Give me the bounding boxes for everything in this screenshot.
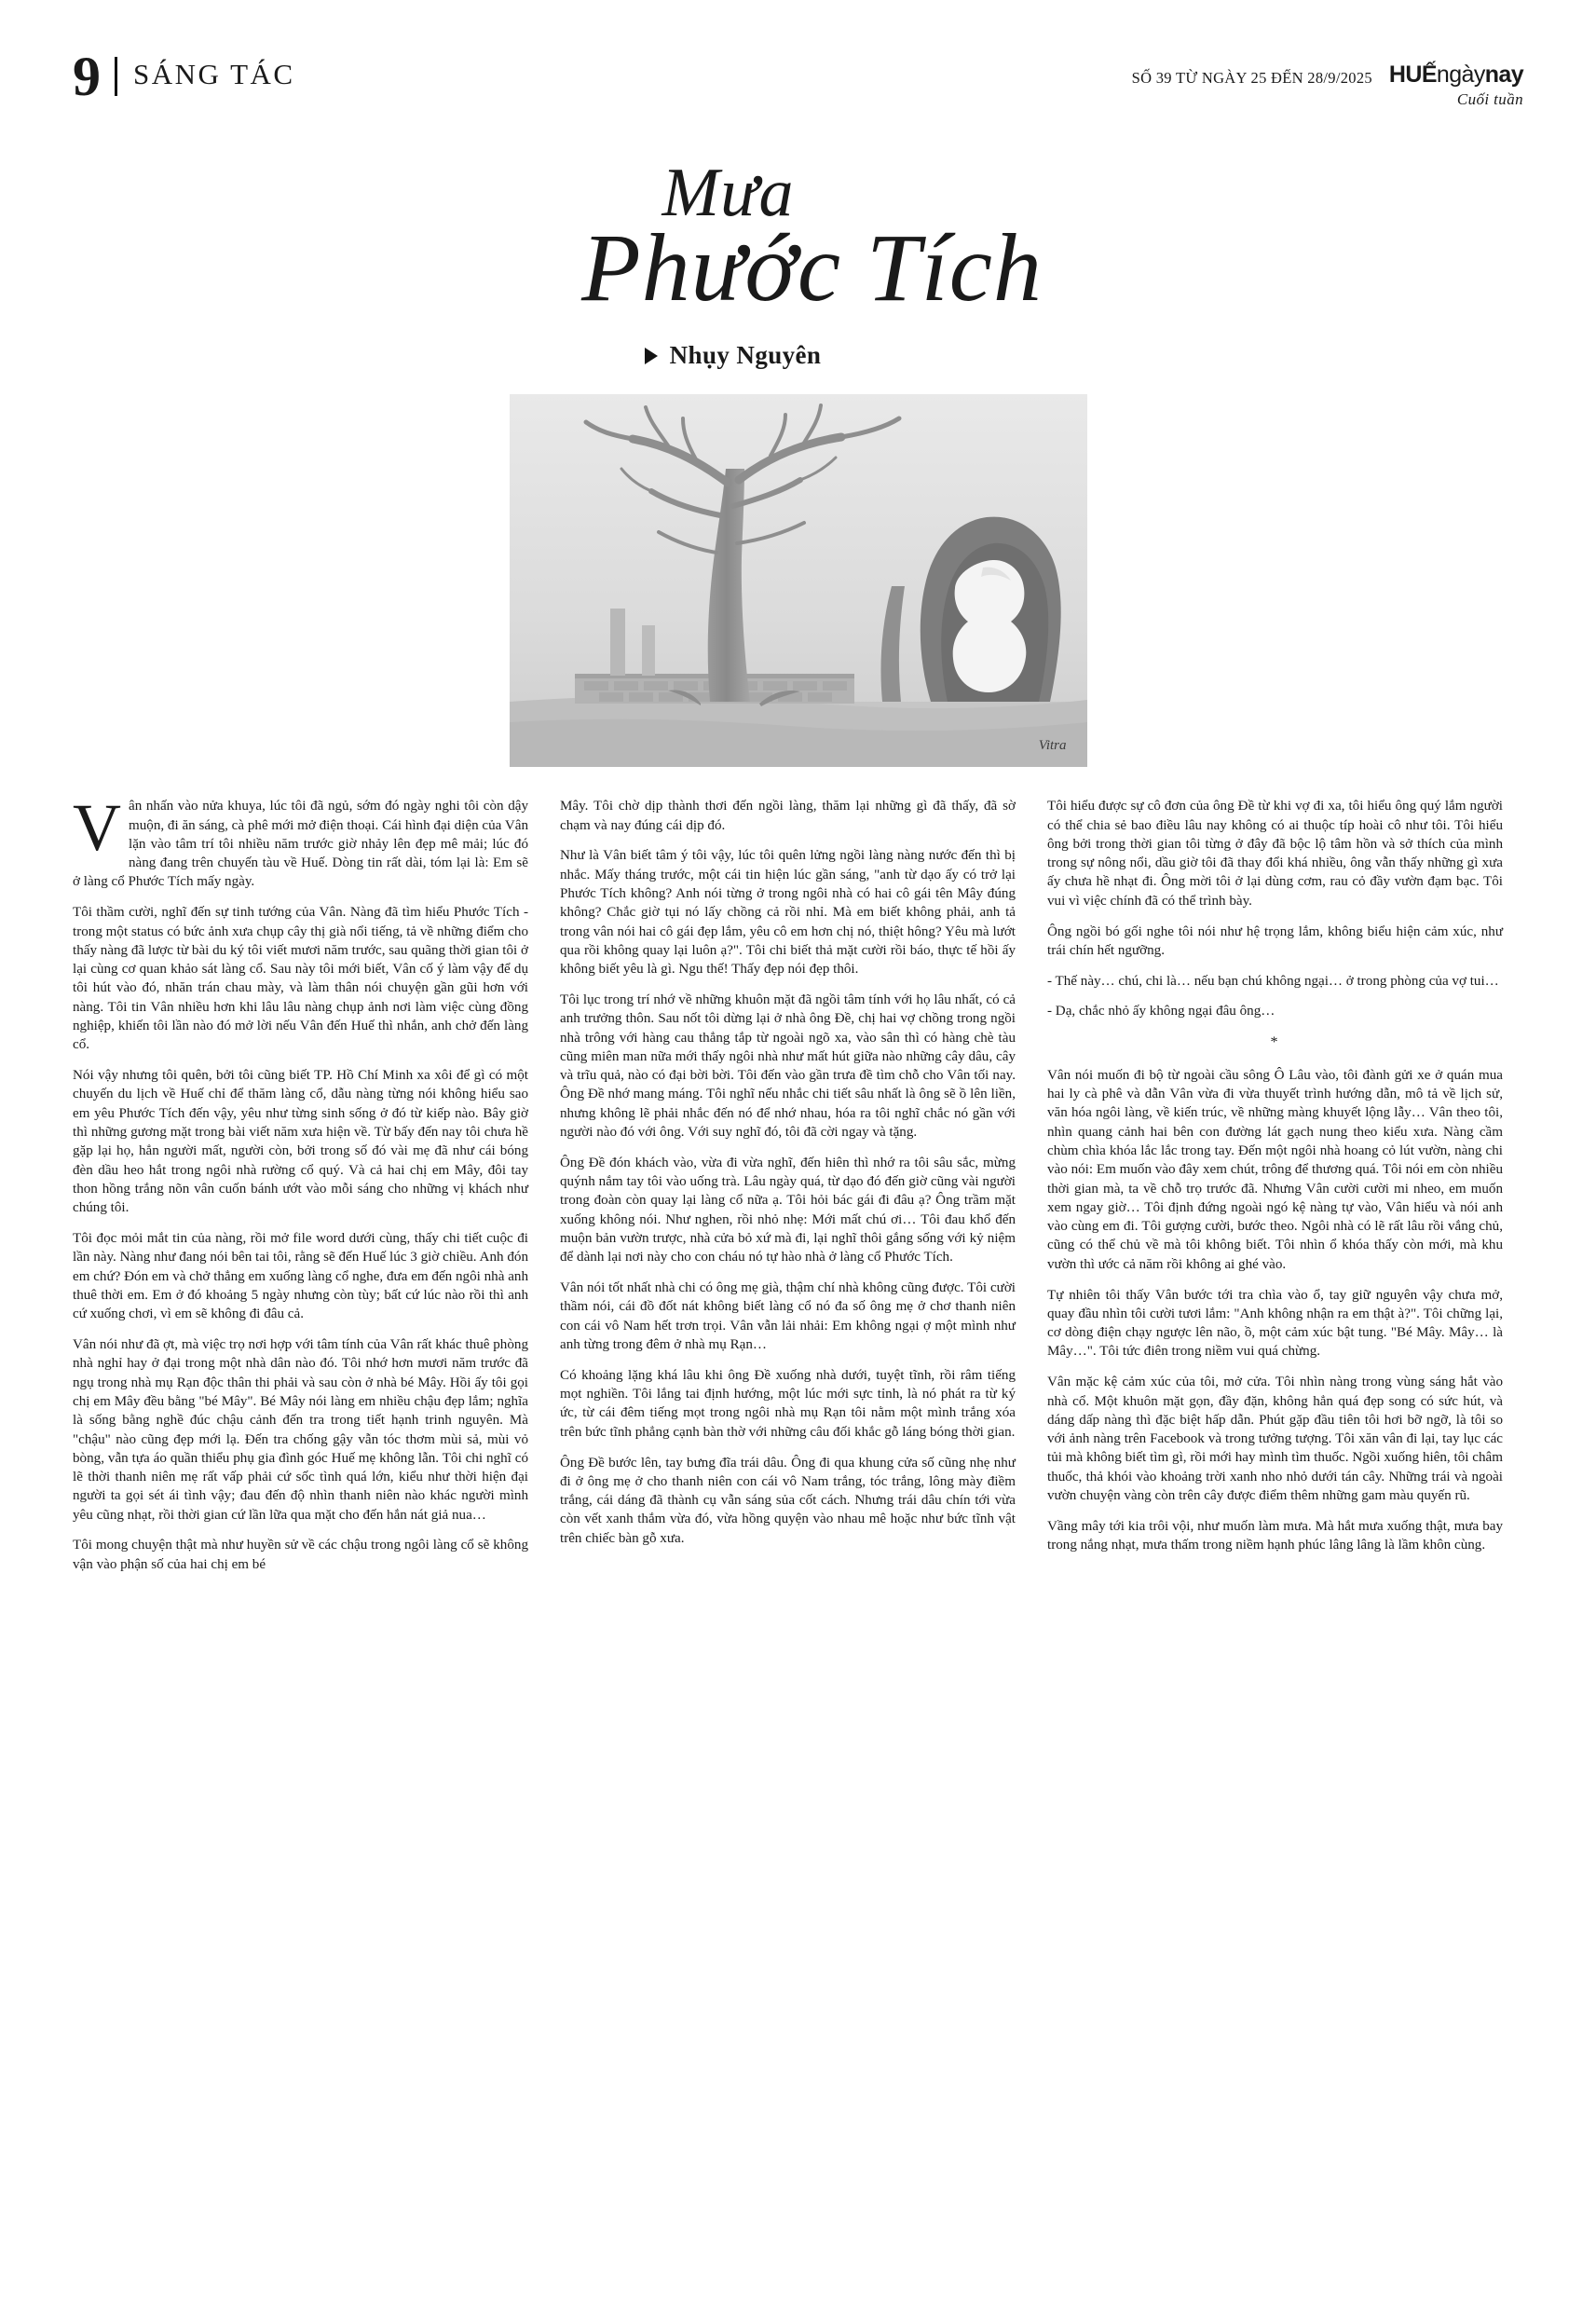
column-2 bbox=[560, 797, 1016, 1973]
paragraph: - Thế này… chú, chi là… nếu bạn chú không ngại… ở trong phòng của vợ tui… bbox=[1047, 973, 1499, 989]
paragraph: - Dạ, chắc nhỏ ấy không ngại đâu ông… bbox=[1047, 1004, 1275, 1019]
section-title: SÁNG TÁC bbox=[133, 58, 295, 90]
page-number: 9 bbox=[73, 46, 100, 107]
paragraph: Vân nói muốn đi bộ từ ngoài cầu sông Ô Lâu vào, tôi đành gửi xe ở quán mua hai ly cà phê và dẫn Vân vừa đi vừa thuyết trình hướng dẫn, mô tả về lịch sử, văn hóa ngôi làng, về kiến trúc, về những màng khuyết lộng lẫy… Vân theo tôi, nhìn quang cảnh hai bên con đường lát gạch nung theo kiểu xưa. Nàng cầm chùm chìa khóa lắc lắc trong tay. Đến một ngôi nhà hoang cỏ lút vườn, nàng chi vào nói: Em muốn vào đây xem chút, trông để thương quá. Tôi nói em còn nhiều thời gian mà, ta về chỗ trọ trước đã. Nhưng Vân cười cười mi nheo, em muốn xem ngay giờ… Tôi định đứng ngoài ngó kệ nàng tự vào, Vân hiểu và nói anh vào cùng em đi. Tôi gượng cười, bước theo. Ngôi nhà có lẽ rất lâu rồi vắng chủ, cũng có thể chủ về mà tôi không biết. Tôi nhìn ổ khóa thấy còn mới, mà khu vườn thì ước cả năm rồi không ai ghé vào. bbox=[1047, 1067, 1503, 1272]
brand-part-1: HUẾ bbox=[1388, 62, 1437, 88]
masthead-left bbox=[73, 46, 295, 107]
publication-logo bbox=[1389, 63, 1523, 107]
brand-part-3: nay bbox=[1484, 62, 1523, 88]
paragraph: Ông Đề bước lên, tay bưng đĩa trái dâu. Ông đi qua khung cửa số cũng nhẹ như đi ở ông mẹ ở cho thanh niên con cái vô Nam trắng, tóc trắng, lông mày điềm trắng, cái dáng đã thành cụ vẫn sáng sủa cốt cách. Nhưng trái dâu chín tới vừa còn vết xanh thắm vừa đó, vừa hồng quyện vào nhau mê hoặc như bức tĩnh vật trên chiếc bàn gỗ xưa. bbox=[560, 1455, 1016, 1546]
paragraph-text: ân nhấn vào nửa khuya, lúc tôi đã ngủ, sớm đó ngày nghi tôi còn dậy muộn, đi ăn sáng, cà phê mới mở điện thoại. Cái hình đại diện của Vân lặn vào tâm trí tôi nhiều năm trước giờ nhảy lên đẹp mê mải; lúc đó nàng đang trên chuyến tàu về Huế. Dòng tin rất dài, tóm lại là: Em sẽ ở làng cổ Phước Tích mấy ngày. bbox=[73, 799, 528, 890]
paragraph: Tự nhiên tôi thấy Vân bước tới tra chìa vào ổ, tay giữ nguyên vậy chưa mở, quay đầu nhìn tôi cười tươi lắm: "Anh không nhận ra em thật à?". Tôi chững lại, cơ dòng điện chạy ngược lên não, ồ, một cảm xúc bật tung. "Bé Mây. Mây… là Mây…". Tôi tức điên trong niềm vui quá chừng. bbox=[1047, 1287, 1503, 1360]
column-3 bbox=[1047, 797, 1503, 1973]
masthead bbox=[73, 0, 1523, 129]
brand-name bbox=[1389, 63, 1523, 87]
paragraph: Ông Đề đón khách vào, vừa đi vừa nghĩ, đến hiên thì nhớ ra tôi sâu sắc, mừng quýnh nắm tay tôi vào uống trà. Lâu ngày quá, từ dạo đó đến giờ cũng vài người trong đoàn còn quay lại làng cổ nữa ạ. Tôi hỏi bác gái đi đâu ạ? Ông trầm mặt xuống không nói. Như nghen, rồi nhỏ nhẹ: Mới mất chú ơi… Tôi đau khổ đến muộn bản vườn trược, nhà cửa bỏ xứ mà đi, lại nghĩ thôi gắng sống với kỷ niệm để dành lại nơi này cho con cháu nó tự hào nhà ở làng cổ Phước Tích. bbox=[560, 1155, 1016, 1265]
column-1 bbox=[73, 790, 528, 1973]
artist-signature: Vitra bbox=[1038, 738, 1067, 754]
author-name: Nhụy Nguyên bbox=[669, 341, 822, 370]
paragraph: Vân nói như đã ợt, mà việc trọ nơi hợp với tâm tính của Vân rất khác thuê phòng nhà nghỉ hay ở đại trong một nhà dân nào đó. Tôi nhớ hơn mươi năm trước đã ngụ trong nhà mụ Rạn độc thân thi phải và sau còn ở nhà bé Mây. Hồi ấy tôi gọi chị em Mây đều bằng "bé Mây". Bé Mây nói làng em nhiều chậu đẹp lắm; nghĩa là sống bằng nghề đúc chậu cảnh đến tra trong tiết hạnh trinh nguyên. Mà "chậu" nào cũng đẹp mới lạ. Đến tra chống gậy vẫn tóc thơm mùi sả, mùi vỏ bòng, vẫn tựa áo quần thiểu phụ gia đình góc Huế mẹ không lẫn. Tôi chi nghĩ có lẽ thời thanh niên mẹ rất vấp phải cứ sốc tình quá lớn, kiểu như thời hiện đại người ta gọi sét ái tình vậy; đau đến độ nhìn thanh niên nào khác người mình yêu cũng nhạt, rồi thời gian cứ lần lữa qua mặt cho đến hắn nát giả nua… bbox=[73, 1337, 528, 1523]
brand-part-2: ngày bbox=[1436, 62, 1485, 88]
masthead-divider bbox=[115, 57, 117, 96]
article-body bbox=[73, 790, 1523, 1973]
paragraph: Ông ngồi bó gối nghe tôi nói như hệ trọng lắm, không biểu hiện cảm xúc, như trái chín hết ngưỡng. bbox=[1047, 923, 1503, 958]
paragraph: Tôi hiểu được sự cô đơn của ông Đề từ khi vợ đi xa, tôi hiểu ông quý lắm người có thể chia sẻ bao điều lâu nay không có ai thuộc típ hoài cô như tôi. Tôi hiểu ông bởi trong thời gian tôi từng ở đây đã bộc lộ tâm hồn và sở thích của mình trong sự nông nổi, dầu giờ tôi đã thay đổi khá nhiều, ông vẫn thấy những gì xưa ấy chưa hề nhạt đi. Ông mời tôi ở lại dùng cơm, rau cỏ đầy vườn đạm bạc. Tôi vui vì việc chính đã có thể trình bày. bbox=[1047, 799, 1503, 909]
paragraph: Có khoảng lặng khá lâu khi ông Đề xuống nhà dưới, tuyệt tĩnh, rồi râm tiếng mọt nghiền. Tôi lắng tai định hướng, một lúc mới sực tỉnh, là nó phát ra từ ký ức, từ cái đêm tiếng mọt trong ngôi nhà mụ Rạn tôi nằm một mình trắng xóa trên bức tĩnh phẳng cạnh bàn thờ với những câu đối khắc gỗ láng bóng thời gian. bbox=[560, 1367, 1016, 1440]
paragraph: Vân nói tốt nhất nhà chi có ông mẹ già, thậm chí nhà không cũng được. Tôi cười thầm nói, cái đồ đốt nát không biết làng cổ nó đa số ông mẹ ở chơ thanh niên con cái vô Nam hết trơn trọi. Vân vẫn lải nhải: Em không ngại ợ một mình như anh từng trong đêm ở nhà mụ Rạn… bbox=[560, 1280, 1016, 1353]
paragraph: Tôi thầm cười, nghĩ đến sự tinh tướng của Vân. Nàng đã tìm hiểu Phước Tích - trong một status có bức ảnh xưa chụp cây thị già nổi tiếng, tả về những điểm cho thấy nàng đã lược từ bài du ký tôi viết mươi năm trước, sau quãng thời gian tôi ở lại cùng cơ quan khảo sát làng cổ. Sau này tôi mới biết, Vân cố ý làm vậy để dụ tôi hút vào đó, nhăn trán chau mày, và làm thân nói chuyện gần gũi hơn với nàng. Tôi tin Vân nhiều hơn khi lâu lâu nàng chụp ảnh nơi làm việc cùng đồng nghiệp, khiến tôi lần nào đó mở lời nếu Vân đến Huế thì nhắn, anh chở đến làng cổ. bbox=[73, 905, 528, 1053]
illustration-artwork bbox=[510, 394, 1087, 767]
masthead-right bbox=[1132, 48, 1523, 107]
paragraph: Nói vậy nhưng tôi quên, bởi tôi cũng biết TP. Hồ Chí Minh xa xôi để gì có một chuyến du lịch về Huế chỉ để thăm làng cổ, dẫu nàng từng nói không hiểu sao em yêu Phước Tích đến vậy, yêu như từng sinh sống ở đó từ kiếp nào. Bây giờ thì những gương mặt trong bài viết năm xưa hiện về. Từ bấy đến nay tôi chưa hề gặp lại họ, hẳn người mất, người còn, bởi trong số đó vài mẹ đã như cái bóng đèn dầu heo hắt trong ngôi nhà rường cổ quý. Và cả hai chị em Mây, đôi tay thon hồng trắng nõn vân cuốn bánh ướt vào mỗi sáng cho những vị khách như chúng tôi. bbox=[73, 1068, 528, 1216]
paragraph: Tôi lục trong trí nhớ về những khuôn mặt đã ngồi tâm tính với họ lâu nhất, có cả anh trưởng thôn. Sau nốt tôi dừng lại ở nhà ông Đề, chị hai vợ chồng trong ngồi nhà trông với hàng cau thẳng tắp từ ngoài ngõ xa, vào sân thì có hàng chè tàu cũng miên man nữa mới thấy ngôi nhà như mất hút giữa nào những cây dâu, cây và trĩu quả, nào có đại bời bời. Tôi đến vào gần trưa đề tìm chỗ cho Vân tối nay. Ông Đề nhớ mang máng. Tôi nghĩ nếu nhắc chi tiết sâu nhất là ông sẽ ồ lên liền, nhưng không lẽ phải nhắc đến nó để nhớ nhau, hóa ra tôi nghĩ chắc nó gần với người nào đó với ông. Với suy nghĩ đó, tôi đã cời ngay và tặng. bbox=[560, 992, 1016, 1141]
article-title-line-1: Mưa bbox=[662, 155, 795, 231]
triangle-bullet-icon bbox=[645, 348, 658, 364]
paragraph: Tôi mong chuyện thật mà như huyền sử về các chậu trong ngôi làng cổ sẽ không vận vào phận số của hai chị em bé bbox=[73, 1538, 528, 1572]
paragraph: Vân mặc kệ cảm xúc của tôi, mở cửa. Tôi nhìn nàng trong vùng sáng hắt vào nhà cổ. Một khuôn mặt gọn, đầy đặn, không hẳn quá đẹp song có sức hút, và dáng dấp nàng thì đặc biệt hấp dẫn. Phút gặp đầu tiên tôi hơi bỡ ngỡ, là tôi so với ảnh nàng trên Facebook và trong tưởng tượng. Tôi xăn vân đi lại, tay lục các tủi mà không biết tìm gì, rồi mới hay mình tìm thuốc. Ngồi xuống hiên, tôi châm thuốc, thả khói vào khoảng trời xanh nho nhỏ dưới tán cây. Những trái và ngoài vườn chuyện vàng còn trên cây được điểm thêm những gam màu quyến rũ. bbox=[1047, 1375, 1503, 1504]
paragraph bbox=[73, 790, 528, 891]
article-title-block bbox=[73, 155, 1523, 370]
paragraph: Tôi đọc mỏi mắt tin của nàng, rồi mở file word dưới cùng, thấy chi tiết cuộc đi lần này. Nàng như đang nói bên tai tôi, rằng sẽ đến Huế lúc 3 giờ chiều. Anh đón em chứ? Đón em và chở thẳng em xuống làng cổ nghe, đưa em đến ngôi nhà anh thuê thời em. Em ở đó khoảng 5 ngày nhưng còn tùy; bất cứ lúc nào rồi thì anh cứ xuống chơi, vì em sẽ không đi đâu cả. bbox=[73, 1231, 528, 1322]
paragraph: Vầng mây tới kia trôi vội, như muốn làm mưa. Mà hắt mưa xuống thật, mưa bay trong nắng nhạt, mưa thấm trong niềm hạnh phúc lâng lâng là lầm khôn cùng. bbox=[1047, 1518, 1503, 1553]
section-separator: * bbox=[1270, 1034, 1280, 1051]
issue-info: SỐ 39 TỪ NGÀY 25 ĐẾN 28/9/2025 bbox=[1131, 69, 1372, 87]
brand-subtitle: Cuối tuần bbox=[1456, 90, 1523, 108]
article-title-line-2: Phước Tích bbox=[581, 214, 1043, 322]
drop-cap: V bbox=[73, 790, 121, 866]
paragraph: Như là Vân biết tâm ý tôi vậy, lúc tôi quên lửng ngồi làng nàng nước đến thì bị nhắc. Mấy tháng trước, một cái tin hiện lúc gần sáng, "anh từ dạo ấy có trở lại Phước Tích không? Anh nói từng ở trong ngôi nhà có hai cô gái tên Mây đúng không? Chắc giờ tụi nó lấy chồng cả rồi nhỉ. Mà em biết không phải, anh tả trong vân nói hai cô gái đẹp lắm, yêu cô em hơn chị nó, thiệt hông? Yêu mà lướt qua rồi không quay lại luôn ạ?". Tôi chi biết thả mặt cười rồi báo, thực tế hồi ấy không biết yêu là gì. Ngu thế! Thấy đẹp nói đẹp thôi. bbox=[560, 848, 1016, 978]
paragraph: Mây. Tôi chờ dịp thành thơi đến ngồi làng, thăm lại những gì đã thấy, đã sờ chạm và nay đúng cái dịp đó. bbox=[560, 799, 1016, 833]
byline bbox=[0, 341, 1523, 370]
article-illustration bbox=[510, 394, 1087, 767]
